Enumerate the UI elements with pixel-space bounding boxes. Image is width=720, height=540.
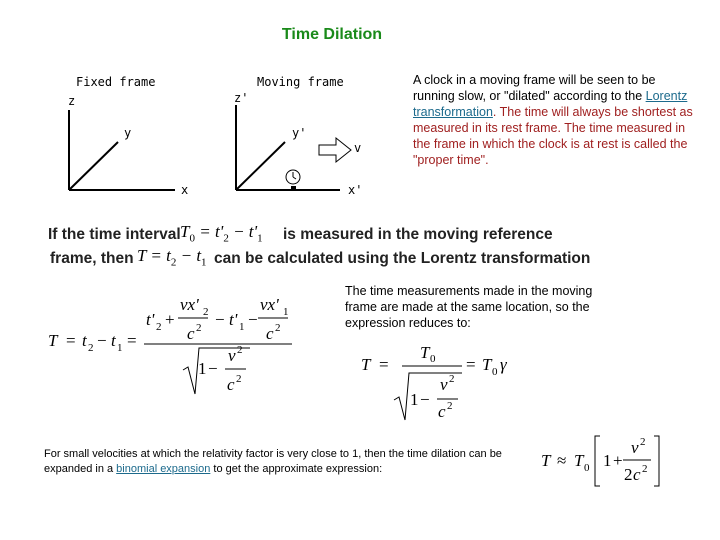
svg-text:T: T [574, 451, 584, 470]
statement-line1-a: If the time interval [48, 226, 181, 243]
fixed-z-label: z [68, 94, 76, 108]
svg-text:1: 1 [117, 342, 123, 354]
svg-text:2: 2 [196, 322, 202, 334]
svg-text:2: 2 [449, 373, 455, 385]
interval-equation: $T_0 = t'_2 - t'_1$ [180, 222, 263, 245]
binomial-expansion-link[interactable]: binomial expansion [116, 463, 211, 475]
svg-text:−: − [208, 359, 218, 378]
svg-text:vx': vx' [260, 295, 279, 314]
svg-text:1: 1 [410, 390, 419, 409]
svg-text:1: 1 [239, 321, 245, 333]
svg-text:0: 0 [430, 353, 436, 365]
svg-text:2: 2 [88, 342, 94, 354]
fixed-x-label: x [181, 183, 189, 197]
svg-text:t': t' [146, 310, 155, 329]
svg-text:2: 2 [447, 400, 453, 412]
svg-text:0: 0 [584, 462, 590, 474]
lorentz-transformation-link[interactable]: Lorentz transformation [413, 89, 688, 119]
svg-text:c: c [227, 375, 235, 394]
svg-text:t': t' [229, 310, 238, 329]
svg-text:0: 0 [492, 366, 498, 378]
statement-line2-b: can be calculated using the Lorentz transformation [214, 250, 591, 267]
svg-text:2: 2 [642, 463, 648, 475]
svg-text:+: + [613, 451, 623, 470]
svg-text:1: 1 [283, 306, 289, 318]
svg-text:2: 2 [203, 306, 209, 318]
bottom-text-2: to get the approximate expression: [210, 463, 383, 475]
svg-text:−: − [97, 331, 107, 350]
moving-x-label: x' [348, 183, 363, 197]
bottom-text-1: For small velocities at which the relativity factor is very close to 1, then the time dilation can be expanded in a [44, 448, 502, 475]
svg-text:c: c [633, 465, 641, 484]
svg-text:2: 2 [624, 465, 633, 484]
svg-text:T: T [482, 355, 492, 374]
svg-text:=: = [466, 355, 476, 374]
svg-text:2: 2 [275, 322, 281, 334]
page-title: Time Dilation [281, 26, 383, 43]
svg-text:vx': vx' [180, 295, 199, 314]
fixed-frame-label: Fixed frame [76, 75, 156, 89]
svg-text:2: 2 [640, 436, 646, 448]
svg-text:−: − [248, 310, 258, 329]
svg-text:+: + [165, 310, 175, 329]
statement-line2-a: frame, then [50, 250, 134, 267]
svg-text:t: t [82, 331, 87, 350]
svg-text:T: T [541, 451, 551, 470]
middle-paragraph: The time measurements made in the moving frame are made at the same location, so the expression reduces to: [345, 284, 593, 330]
fixed-y-label: y [124, 126, 132, 140]
svg-text:v: v [440, 375, 448, 394]
svg-text:=: = [127, 331, 137, 350]
svg-text:−: − [420, 390, 430, 409]
svg-text:T: T [420, 343, 430, 362]
moving-z-label: z' [234, 91, 249, 105]
svg-text:1: 1 [198, 359, 207, 378]
svg-text:2: 2 [236, 373, 242, 385]
svg-text:c: c [266, 324, 274, 343]
svg-text:c: c [187, 324, 195, 343]
svg-text:=: = [379, 355, 389, 374]
intro-text-2: . The time will always be shortest as measured in its rest frame. The time measured in the frame in which the clock is at rest is called the "proper time". [413, 105, 693, 167]
svg-text:2: 2 [156, 321, 162, 333]
svg-text:v: v [228, 346, 236, 365]
svg-text:T: T [361, 355, 371, 374]
svg-text:=: = [66, 331, 76, 350]
intro-text-1: A clock in a moving frame will be seen to be running slow, or "dilated" according to the [413, 73, 656, 103]
svg-text:γ: γ [500, 355, 507, 374]
svg-text:≈: ≈ [557, 451, 567, 470]
moving-frame-label: Moving frame [257, 75, 344, 89]
svg-text:v: v [631, 438, 639, 457]
velocity-label: v [354, 141, 362, 155]
svg-text:c: c [438, 402, 446, 421]
svg-text:1: 1 [603, 451, 612, 470]
t-equation: $T = t_2 - t_1$ [137, 246, 207, 269]
svg-text:2: 2 [237, 344, 243, 356]
svg-text:T: T [48, 331, 58, 350]
moving-y-label: y' [292, 126, 307, 140]
statement-line1-b: is measured in the moving reference [283, 226, 553, 243]
svg-text:−: − [215, 310, 225, 329]
svg-text:t: t [111, 331, 116, 350]
